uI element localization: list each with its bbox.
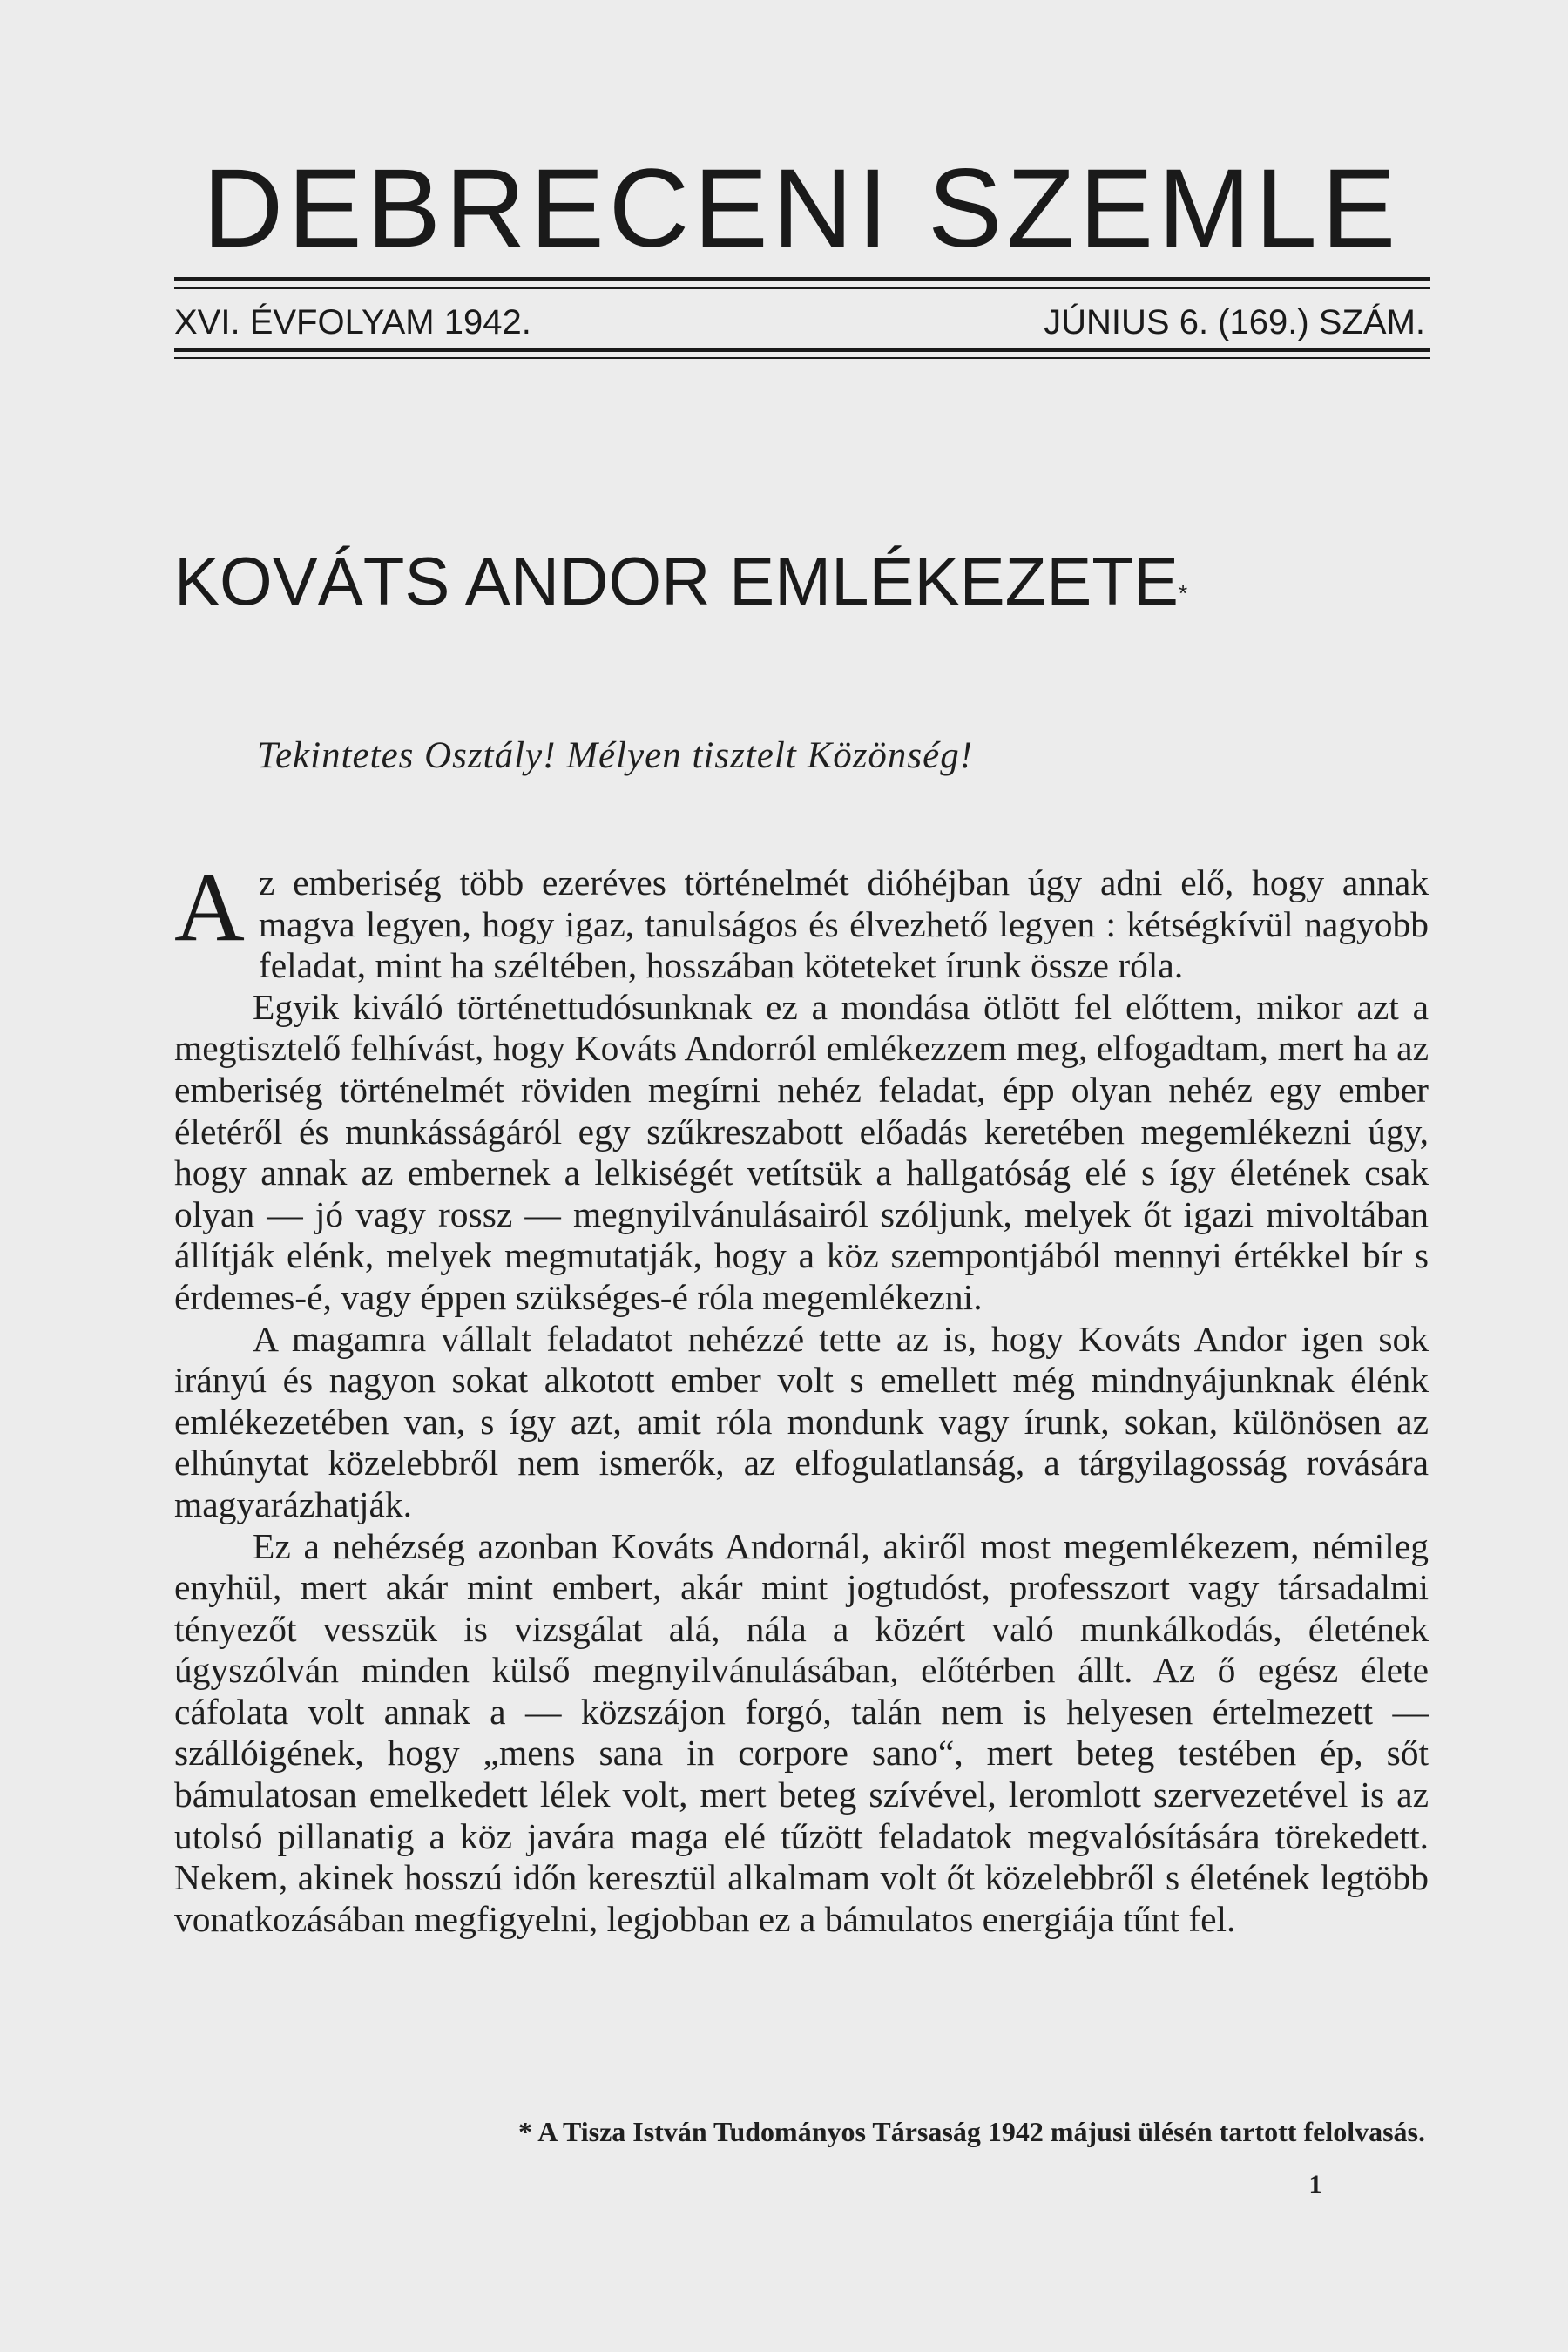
header-rule-bottom: [174, 348, 1430, 352]
volume-label: XVI. ÉVFOLYAM 1942.: [174, 303, 531, 341]
drop-cap: A: [174, 854, 245, 962]
header-rule-top: [174, 277, 1430, 281]
issue-line: [174, 298, 1430, 347]
paragraph: [174, 854, 1429, 987]
journal-title: DEBRECENI SZEMLE: [202, 146, 1401, 271]
paragraph-text: z emberiség több ezeréves történelmét dióhéjban úgy adni elő, hogy annak magva legyen, hogy igaz, tanulságos és élvezhető legyen : kétségkívül nagyobb feladat, mint ha széltében, hosszában köteteket írunk össze róla.: [258, 862, 1429, 986]
article-title: [174, 542, 1429, 620]
header-rule-top-thin: [174, 287, 1430, 289]
issue-date: JÚNIUS 6. (169.) SZÁM.: [1044, 303, 1425, 341]
article-title-text: KOVÁTS ANDOR EMLÉKEZETE: [174, 543, 1179, 619]
article-body: [174, 854, 1429, 1940]
greeting: Tekintetes Osztály! Mélyen tisztelt Közönség!: [257, 735, 974, 776]
paragraph: A magamra vállalt feladatot nehézzé tette az is, hogy Kováts Andor igen sok irányú és nagyon sokat alkotott ember volt s emellett még mindnyájunknak élénk emlékezetében van, s így azt, amit róla mondunk vagy írunk, sokan, különösen az elhúnytat közelebbről nem ismerők, az elfogulatlanság, a tárgyilagosság rovására magyarázhatják.: [174, 1318, 1429, 1524]
page-number: 1: [1308, 2170, 1322, 2199]
header-rule-bottom-thin: [174, 357, 1430, 359]
footnote: * A Tisza István Tudományos Társaság 1942 májusi ülésén tartott felolvasás.: [517, 2116, 1425, 2147]
footnote-marker: *: [1178, 580, 1188, 606]
paragraph: Ez a nehézség azonban Kováts Andornál, akiről most megemlékezem, némileg enyhül, mert akár mint embert, akár mint jogtudóst, professzort vagy társadalmi tényezőt vesszük is vizsgálat alá, nála a közért való munkálkodás, életének úgyszólván minden külső megnyilvánulásában, előtérben állt. Az ő egész élete cáfolata volt annak a — közszájon forgó, talán nem is helyesen értelmezett — szállóigének, hogy „mens sana in corpore sano“, mert beteg testében ép, sőt bámulatosan emelkedett lélek volt, mert beteg szívével, leromlott szervezetével is az utolsó pillanatig a köz javára maga elé tűzött feladatok megvalósítására törekedett. Nekem, akinek hosszú időn keresztül alkalmam volt őt közelebbről s életének legtöbb vonatkozásában megfigyelni, legjobban ez a bámulatos energiája tűnt fel.: [174, 1525, 1429, 1939]
paragraph: Egyik kiváló történettudósunknak ez a mondása ötlött fel előttem, mikor azt a megtisztelő felhívást, hogy Kováts Andorról emlékezzem meg, elfogadtam, mert ha az emberiség történelmét röviden megírni nehéz feladat, épp olyan nehéz egy ember életéről és munkásságáról egy szűkreszabott előadás keretében megemlékezni úgy, hogy annak az embernek a lelkiségét vetítsük a hallgatóság elé s így életének csak olyan — jó vagy rossz — megnyilvánulásairól szóljunk, melyek őt igazi mivoltában állítják elénk, melyek megmutatják, hogy a köz szempontjából mennyi értékkel bír s érdemes-é, vagy éppen szükséges-é róla megemlékezni.: [174, 986, 1429, 1317]
